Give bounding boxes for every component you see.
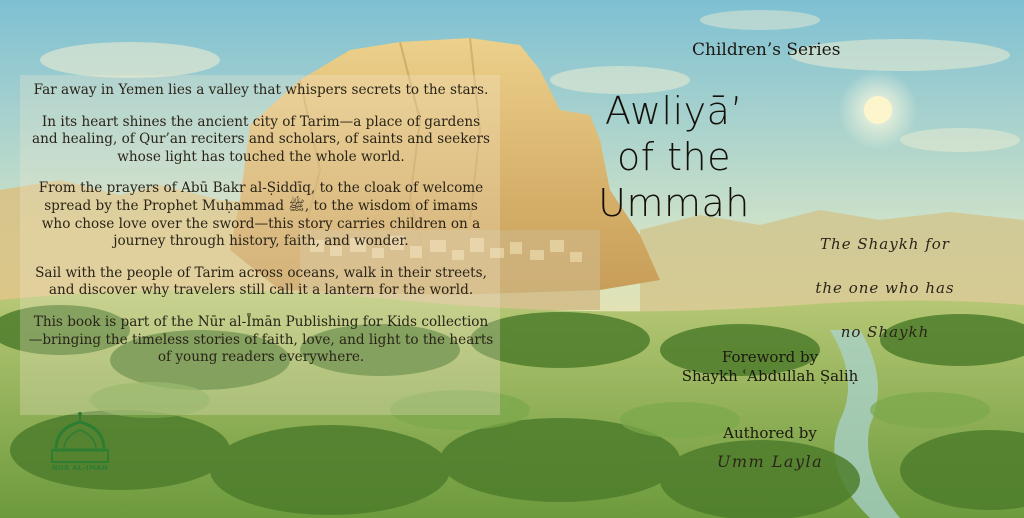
tagline-line: the one who has <box>815 279 955 297</box>
blurb-paragraph: From the prayers of Abū Bakr al-Ṣiddīq, to the cloak of welcome spread by the Prophet Muḥammad ﷺ, to the wisdom of imams who chose love over the sword—this story carries children on a journey through history, faith, and wonder. <box>38 180 484 250</box>
series-label: Children’s Series <box>692 40 841 60</box>
title-line: of the <box>616 135 732 179</box>
blurb-paragraph: This book is part of the Nūr al-Īmān Publishing for Kids collection—bringing the timeless stories of faith, love, and light to the hearts of young readers everywhere. <box>28 313 494 366</box>
blurb-paragraph: In its heart shines the ancient city of Tarim—a place of gardens and healing, of Qur’an reciters and scholars, of saints and seekers whose light has touched the whole world. <box>32 113 490 165</box>
back-cover-blurb <box>28 82 494 381</box>
foreword-credit <box>660 348 880 386</box>
title-line: Awliyā’ <box>604 89 743 133</box>
tagline-line: no Shaykh <box>840 323 930 341</box>
foreword-name: Shaykh ʿAbdullah Ṣaliḥ <box>681 367 859 385</box>
title-line: Ummah <box>598 181 750 225</box>
author-name: Umm Layla <box>716 452 824 471</box>
blurb-paragraph: Sail with the people of Tarim across oceans, walk in their streets, and discover why travelers still call it a lantern for the world. <box>35 264 487 299</box>
book-tagline <box>780 222 990 354</box>
tagline-line: The Shaykh for <box>820 235 950 253</box>
authored-label: Authored by <box>723 424 817 442</box>
foreword-label: Foreword by <box>721 348 819 366</box>
blurb-paragraph: Far away in Yemen lies a valley that whispers secrets to the stars. <box>33 82 489 98</box>
publisher-logo-text: NUR AL-IMAN <box>51 464 109 472</box>
book-title <box>588 88 760 226</box>
